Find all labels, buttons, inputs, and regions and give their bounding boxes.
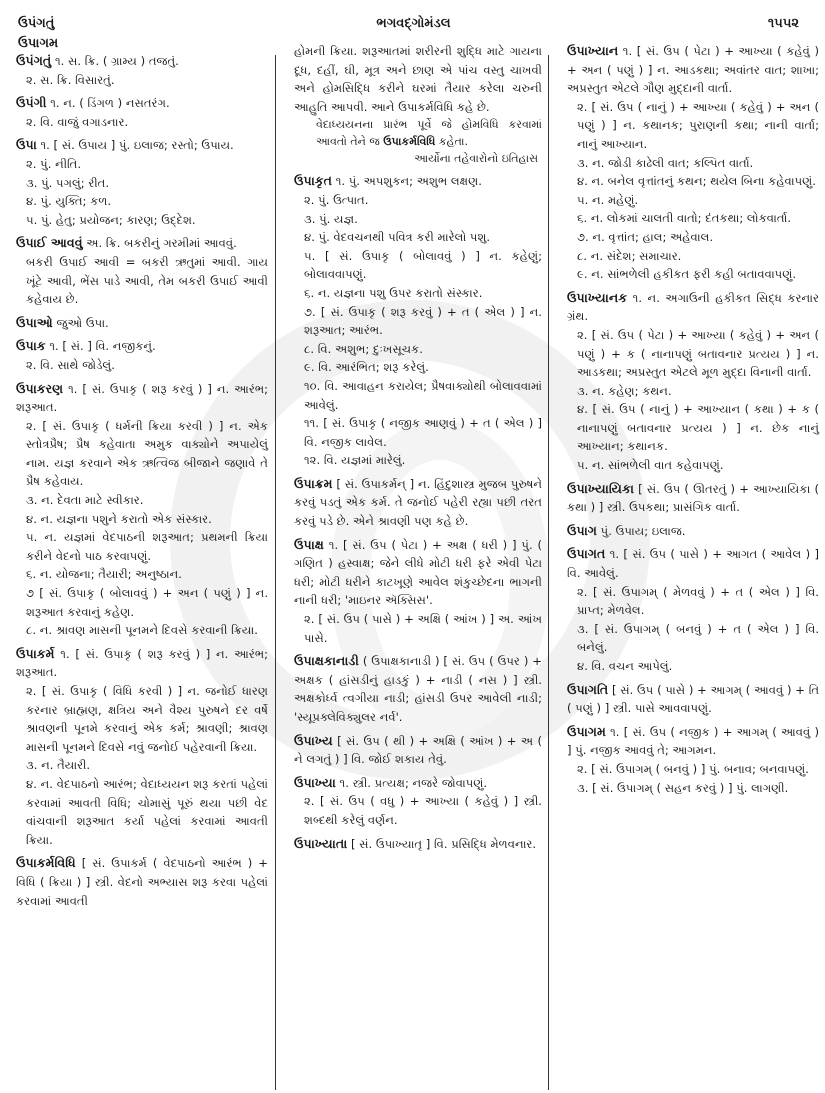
entry-sense: ૮. ન. સંદેશ; સમાચાર. [577, 248, 682, 263]
guideword-second: ઉપાગમ [18, 36, 59, 51]
entry-sense: ૫. ન. સાંભળેલી વાત કહેવાપણું. [577, 458, 724, 473]
entry-sense: ૪. ન. યજ્ઞના પશુને કરાતો એક સંસ્કાર. [26, 511, 212, 526]
entry-headword: ઉપાક [16, 338, 46, 354]
dictionary-entry [16, 52, 268, 89]
entry-sense: ૨. [ સં. ઉપ ( નાનું ) + આખ્યા ( કહેવું ) + અન ( પણું ) ] ન. કથાનક; પુરાણની કથા; નાની વાર્તા; નાનું આખ્યાન. [577, 99, 819, 151]
entry-headword: ઉપાક્રમ [294, 475, 333, 491]
entry-headword: ઉપાખ્યા [294, 774, 336, 790]
entry-definition: [ સં. ઉપાકર્મન્ ] ન. હિંદુશાસ્ત્ર મુજબ પુરુષને કરવું પડતું એક કર્મ. તે જનોઈ પહેરી રહ્યા પછી તરત કરવું પડે છે. એને શ્રાવણી પણ કહે છે. [294, 476, 543, 529]
entry-sense: ૨. [ સં. ઉપાગમ્ ( મેળવવું ) + ત ( એલ ) ] વિ. પ્રાપ્ત; મેળવેલ. [577, 584, 819, 618]
entry-sense: ૭ [ સં. ઉપાકૃ ( બોલાવવું ) + અન ( પણું ) ] ન. શરૂઆત કરવાનું કહેણ. [26, 586, 268, 619]
guideword-left: ઉપંગતું [18, 16, 55, 31]
dictionary-entry [294, 835, 542, 854]
entry-definition: ૧. ન. અગાઉની હકીકત સિદ્ધ કરનાર ગ્રંથ. [567, 290, 819, 324]
entry-headword: ઉપાખ્યાનક [567, 289, 628, 305]
quote-text: વેદાધ્યયનના પ્રારંભ પૂર્વે જે હોમવિધિ કરવામાં આવતો તેને જ [316, 118, 542, 149]
running-header [18, 16, 809, 38]
dictionary-entry [294, 475, 542, 531]
dictionary-entry [16, 380, 268, 640]
entry-sense: ૪. [ સં. ઉપ ( નાનું ) + આખ્યાન ( કથા ) + ક ( નાનાપણું બતાવનાર પ્રત્યય ) ] ન. છેક નાનું આખ્યાન; કથાનક. [577, 402, 819, 454]
entry-definition: [ સં. ઉપાકર્મ ( વેદપાઠનો આરંભ ) + વિધિ ( ક્રિયા ) ] સ્ત્રી. વેદનો અભ્યાસ શરૂ કરવા પહેલાં કરવામાં આવતી [16, 856, 268, 908]
dictionary-entry [567, 545, 819, 675]
entry-headword: ઉપાઓ [16, 314, 53, 330]
entry-sense: ૨. [ સં. ઉપાગમ્ ( બનવું ) ] પું. બનાવ; બનવાપણું. [577, 761, 809, 776]
entry-definition: અ. ક્રિ. બકરીનું ગરમીમાં આવવું. [86, 236, 237, 251]
entry-headword: ઉપાખ્યાયિકા [567, 480, 634, 496]
entry-sense: ૨. [ સં. ઉપાકૃ ( વિધિ કરવી ) ] ન. જનોઈ ધારણ કરનાર બ્રાહ્મણ, ક્ષત્રિય અને વૈશ્ય પુરુષને દર વર્ષે શ્રાવણની પૂનમે કરવાનું એક કર્મ; શ્રાવણી; શ્રાવણ માસની પૂનમને દિવસે નવું જનોઈ પહેરવાની ક્રિયા. [26, 684, 268, 754]
entry-sense: ૬. ન. લોકમાં ચાલતી વાતો; દંતકથા; લોકવાર્તા. [577, 211, 792, 226]
entry-definition: ( ઉપાક્ષકાનાડી ) [ સં. ઉપ ( ઉપર ) + અક્ષક ( હાંસડીનું હાડકું ) + નાડી ( નસ ) ] સ્ત્રી. અક્ષકોર્ધ્વ ત્વગીયા નાડી; હાંસડી ઉપર આવેલી નાડી; 'સ્યૂપ્રક્લેવિક્યુલર નર્વ'. [294, 654, 543, 724]
entry-definition: ૧. [ સં. ઉપાકૃ ( શરૂ કરવું ) ] ન. આરંભ; શરૂઆત. [16, 646, 268, 680]
dictionary-entry [294, 732, 542, 769]
entry-definition: [ સં. ઉપ ( થી ) + અક્ષિ ( આંખ ) + અ ( ને લગતું ) ] વિ. જોઈ શકાય તેવું. [294, 733, 542, 767]
entry-sense: ૩. પું. યજ્ઞ. [304, 211, 358, 226]
entry-headword: ઉપાકૃત [294, 173, 333, 189]
entry-sense: ૧૦. વિ. આવાહન કરાયેલ; પ્રૈષવાક્યોથી બોલાવવામાં આવેલું. [304, 378, 542, 412]
dictionary-entry [567, 522, 819, 541]
column-left [16, 52, 274, 1087]
dictionary-entry [16, 337, 268, 374]
entry-sense: ૯. વિ. આરંભિત; શરૂ કરેલું. [304, 360, 429, 375]
entry-definition: ૧. [ સં. ઉપાકૃ ( શરૂ કરવું ) ] ન. આરંભ; શરૂઆત. [16, 381, 268, 415]
entry-definition: [ સં. ઉપ ( પાસે ) + આગમ્ ( આવવું ) + તિ ( પણું ) ] સ્ત્રી. પાસે આવવાપણું. [567, 682, 820, 716]
entry-sense: ૩. [ સં. ઉપાગમ્ ( સહન કરવું ) ] પું. લાગણી. [577, 780, 789, 795]
dictionary-entry [567, 289, 819, 475]
entry-headword: ઉપાક્ષ [294, 536, 324, 552]
entry-sense: ૫. [ સં. ઉપાકૃ ( બોલાવવું ) ] ન. કહેણું; બોલાવવાપણું. [304, 248, 542, 282]
entry-definition: [ સં. ઉપાખ્યાતૃ ] વિ. પ્રસિદ્ધિ મેળવનાર. [350, 836, 537, 851]
entry-headword: ઉપાકર્મ [16, 645, 55, 661]
continuation-body: હોમની ક્રિયા. શરૂઆતમાં શરીરની શુદ્ધિ માટે ગાયના દૂધ, દહીં, ઘી, મૂત્ર અને છાણ એ પાંચ વસ્તુ ચાખવી અને હોમસિદ્ધિ કરીને ઘરમાં તૈયાર કરેલા ચરુની આહુતિ આપવી. આને ઉપાકર્મવિધિ કહે છે. [294, 44, 542, 114]
column-middle [286, 42, 548, 1087]
dictionary-entry [294, 536, 542, 648]
entry-sense: ૧૧. [ સં. ઉપાકૃ ( નજીક આણવું ) + ત ( એલ ) ] વિ. નજીક લાવેલ. [304, 416, 542, 449]
entry-sense: ૪. વિ. વચન આપેલું. [577, 659, 673, 673]
entry-definition: ૧. ન. ( ડિંગળ ) નસતરંગ. [50, 96, 170, 111]
entry-headword: ઉપાકરણ [16, 380, 64, 396]
entry-sense: ૩. ન. તૈયારી. [26, 758, 91, 773]
entry-headword: ઉપાખ્યાન [567, 43, 619, 58]
entry-headword: ઉપાગમ [567, 723, 606, 739]
entry-definition: ૧. [ સં. ઉપ ( પેટા ) + અક્ષ ( ધરી ) ] પું. ( ગણિત ) હસ્વાક્ષ; જેને લીધે મોટી ધરી ફરે એવી પેટા ધરી; મોટી ધરીને કાટખૂણે આવેલ શંકુચ્છેદના ભાગની નાની ધરી; 'માઇનર ઍક્સિસ'. [294, 537, 542, 608]
entry-sense: ૨. [ સં. ઉપ ( વધુ ) + આખ્યા ( કહેવું ) ] સ્ત્રી. શબ્દથી કરેલું વર્ણન. [304, 794, 542, 827]
quote-headword: ઉપાકર્મવિધિ [383, 135, 436, 149]
entry-headword: ઉપાક્ષકાનાડી [294, 653, 359, 669]
entry-definition: ૧. [ સં. ઉપાય ] પું. ઇલાજ; રસ્તો; ઉપાય. [40, 138, 234, 153]
entry-headword: ઉપંગતું [16, 53, 52, 68]
dictionary-entry [567, 480, 819, 517]
continuation-text [294, 42, 542, 167]
entry-sense: બકરી ઉપાઈ આવી = બકરી ઋતુમાં આવી. ગાય ખૂંટે આવી, ભેંસ પાડે આવી, તેમ બકરી ઉપાઈ આવી કહેવાય છે. [26, 254, 268, 307]
entry-sense: ૩. ન. દેવતા માટે સ્વીકાર. [26, 493, 144, 508]
entry-sense: ૯. ન. સાંભળેલી હકીકત ફરી કહી બતાવવાપણું. [577, 267, 797, 282]
dictionary-entry [294, 652, 542, 726]
entry-definition: ૧. પું. અપશુકન; અશુભ લક્ષણ. [335, 174, 482, 189]
dictionary-entry [294, 172, 542, 470]
dictionary-entry [16, 854, 268, 910]
column-right [559, 42, 819, 1087]
page-title: ભગવદ્ગોમંડલ [376, 16, 451, 31]
entry-sense: ૨. [ સં. ઉપ ( પેટા ) + આખ્યા ( કહેવું ) + અન ( પણું ) + ક ( નાનાપણું બતાવનાર પ્રત્યય ) ] ન. આડકથા; અપ્રસ્તુત એટલે મૂળ મુદ્દા વિનાની વાર્તા. [577, 327, 819, 380]
entry-sense: ૩. ન. જોડી કાઢેલી વાત; કલ્પિત વાર્તા. [577, 155, 754, 170]
dictionary-entry [294, 774, 542, 830]
entry-sense: ૪. પું. યુક્તિ; કળ. [26, 194, 112, 209]
entry-sense: ૨. પું. ઉત્પાત. [304, 192, 369, 207]
entry-sense: ૨. વિ. સાથે જોડેલું. [26, 357, 115, 372]
entry-headword: ઉપાઈ આવવું [16, 235, 83, 251]
entry-sense: ૬. ન. યજ્ઞના પશુ ઉપર કરાતો સંસ્કાર. [304, 285, 483, 300]
entry-definition: ૧. [ સં. ઉપ ( નજીક ) + આગમ્ ( આવવું ) ] પું. નજીક આવવું તે; આગમન. [567, 724, 820, 758]
entry-sense: ૧૨. વિ. યજ્ઞમાં મારેલું. [304, 453, 406, 468]
entry-headword: ઉપાગ [567, 522, 597, 538]
entry-sense: ૨. [ સં. ઉપાકૃ ( ધર્મની ક્રિયા કરવી ) ] ન. એક સ્તોત્રપ્રૈષ; પ્રૈષ કહેવાતા અમુક વાક્યોને અપાયેલું નામ. યજ્ઞ કરવાને એક ઋત્વિજ બીજાને જણાવે તે પ્રૈષ કહેવાય. [26, 418, 268, 489]
entry-headword: ઉપાગત [567, 546, 606, 562]
dictionary-entry [567, 723, 819, 797]
dictionary-entry [16, 645, 268, 850]
entry-definition: ૧. [ સં. ઉપ ( પાસે ) + આગત ( આવેલ ) ] વિ. આવેલું. [567, 547, 820, 581]
entry-definition: ૧. સ. ક્રિ. ( ગ્રામ્ય ) તજતું. [54, 54, 179, 68]
entry-sense: ૨. પું. નીતિ. [26, 156, 82, 171]
entry-sense: ૪. પું. વેદવચનથી પવિત્ર કરી મારેલો પશુ. [304, 230, 491, 245]
dictionary-entry [16, 314, 268, 333]
entry-sense: ૪. ન. બનેલ વૃત્તાંતનું કથન; થયેલ બિના કહેવાપણું. [577, 174, 816, 189]
entry-sense: ૩. ન. કહેણ; કથન. [577, 383, 672, 398]
page-number: ૧૫૫૨ [767, 16, 799, 31]
quote-text-end: કહેતા. [438, 135, 468, 149]
entry-sense: ૫. પું. હેતુ; પ્રયોજન; કારણ; ઉદ્દેશ. [26, 212, 196, 227]
entry-sense: ૨. સ. ક્રિ. વિસારતું. [26, 72, 115, 87]
entry-sense: ૭. ન. વૃત્તાંત; હાલ; અહેવાલ. [577, 229, 714, 244]
entry-sense: ૮. વિ. અશુભ; દુઃખસૂચક. [304, 341, 423, 356]
entry-sense: ૩. [ સં. ઉપાગમ્ ( બનવું ) + ત ( એલ ) ] વિ. બનેલું. [577, 621, 819, 655]
entry-definition: પું. ઉપાય; ઇલાજ. [600, 523, 686, 538]
entry-sense: ૫. ન. મહેણું. [577, 192, 639, 207]
entry-sense: ૨. [ સં. ઉપ ( પાસે ) + અક્ષિ ( આંખ ) ] અ. આંખ પાસે. [304, 612, 542, 645]
middle-entries [294, 172, 542, 853]
dictionary-entry [16, 136, 268, 229]
entry-headword: ઉપાકર્મવિધિ [16, 855, 76, 871]
entry-sense: ૭. [ સં. ઉપાકૃ ( શરૂ કરવું ) + ત ( એલ ) ] ન. શરૂઆત; આરંભ. [304, 304, 542, 338]
entry-definition: ૧. સ્ત્રી. પ્રત્યક્ષ; નજરે જોવાપણું. [339, 775, 488, 790]
entry-sense: ૨. વિ. વાજું વગાડનાર. [26, 114, 129, 129]
entry-headword: ઉપાગતિ [567, 681, 609, 697]
entry-headword: ઉપા [16, 137, 37, 153]
entry-sense: ૮. ન. શ્રાવણ માસની પૂનમને દિવસે કરવાની ક્રિયા. [26, 623, 258, 638]
dictionary-entry [16, 94, 268, 131]
entry-definition: ૧. [ સં. ] વિ. નજીકનું. [49, 339, 156, 354]
entry-headword: ઉપંગી [16, 95, 47, 111]
entry-definition: જુઓ ઉપા. [56, 315, 109, 330]
entry-sense: ૫. ન. યજ્ઞમાં વેદપાઠની શરૂઆત; પ્રથમની ક્રિયા કરીને વેદનો પાઠ કરવાપણું. [26, 530, 268, 563]
dictionary-entry [567, 681, 819, 718]
entry-columns [16, 43, 820, 1087]
entry-sense: ૪. ન. વેદપાઠનો આરંભ; વેદાધ્યયન શરૂ કરતાં પહેલાં કરવામાં આવતી વિધિ; ચોમાસું પૂરું થયા પછી વેદ વાંચવાની શરૂઆત કર્યા પહેલાં કરવામાં આવતી ક્રિયા. [26, 776, 268, 847]
entry-sense: ૬. ન. યોજના; તૈયારી; અનુષ્ઠાન. [26, 567, 182, 582]
entry-sense: ૩. પું. પગલું; રીત. [26, 175, 110, 190]
dictionary-entry [16, 234, 268, 308]
entry-definition: [ સં. ઉપ ( ઊતરતું ) + આખ્યાયિકા ( કથા ) ] સ્ત્રી. ઉપકથા; પ્રાસંગિક વાર્તા. [567, 481, 819, 515]
citation-quote [294, 116, 542, 150]
entry-headword: ઉપાખ્ય [294, 732, 333, 748]
quote-source: આર્યોના તહેવારોનો ઇતિહાસ [414, 152, 538, 166]
dictionary-entry [567, 42, 819, 284]
entry-definition: ૧. [ સં. ઉપ ( પેટા ) + આખ્યા ( કહેવું ) + અન ( પણું ) ] ન. આડકથા; અવાંતર વાત; શાખા; અપ્રસ્તુત એટલે ગૌણ મુદ્દાની વાર્તા. [567, 44, 819, 96]
entry-headword: ઉપાખ્યાતા [294, 835, 348, 851]
